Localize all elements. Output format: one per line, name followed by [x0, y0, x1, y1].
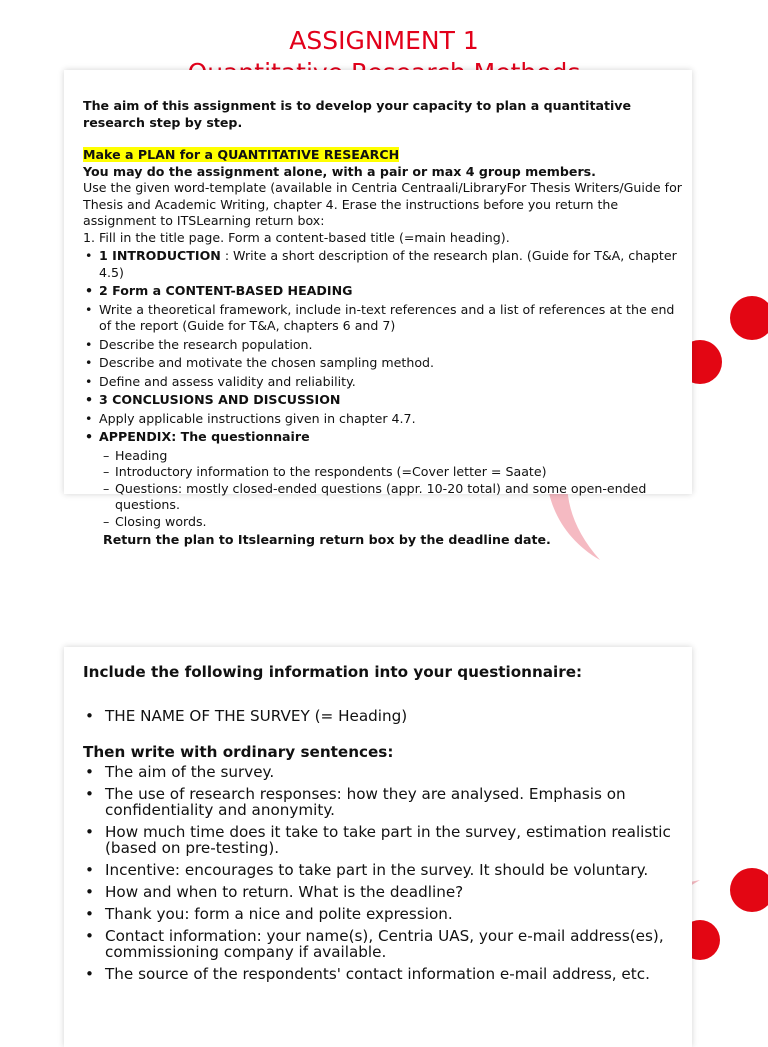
assignment-aim: The aim of this assignment is to develop your capacity to plan a quantitative research step by step.: [83, 98, 632, 130]
questionnaire-info-text: [83, 664, 683, 982]
list-item-sampling: • Describe and motivate the chosen sampling method.: [83, 355, 683, 372]
list-item-framework: • Write a theoretical framework, include in-text references and a list of references at the end of the report (Guide for T&A, chapters 6 and 7): [83, 302, 683, 335]
sub-item-closing: – Closing words.: [83, 514, 683, 531]
list-item: • How and when to return. What is the deadline?: [83, 884, 683, 900]
list-item: • Contact information: your name(s), Centria UAS, your e-mail address(es), commissioning company if available.: [83, 928, 683, 960]
assignment-title: ASSIGNMENT 1: [289, 26, 479, 55]
ordinary-sentences-heading: Then write with ordinary sentences:: [83, 743, 394, 761]
sub-item-questions: – Questions: mostly closed-ended questions (appr. 10-20 total) and some open-ended questions.: [83, 481, 683, 514]
step-title-page: 1. Fill in the title page. Form a content-based title (=main heading).: [83, 229, 510, 245]
list-item-conclusions: • 3 CONCLUSIONS AND DISCUSSION: [83, 392, 683, 409]
group-note: You may do the assignment alone, with a pair or max 4 group members.: [83, 163, 596, 179]
survey-name-item: • THE NAME OF THE SURVEY (= Heading): [83, 708, 683, 724]
list-item-population: • Describe the research population.: [83, 337, 683, 354]
list-item-validity: • Define and assess validity and reliability.: [83, 374, 683, 391]
sub-item-heading: – Heading: [83, 448, 683, 465]
list-item-appendix: • APPENDIX: The questionnaire: [83, 429, 683, 446]
list-item-apply: • Apply applicable instructions given in chapter 4.7.: [83, 411, 683, 428]
list-item: • The source of the respondents' contact information e-mail address, etc.: [83, 966, 683, 982]
plan-highlight: Make a PLAN for a QUANTITATIVE RESEARCH: [83, 147, 400, 162]
list-item: • The use of research responses: how they are analysed. Emphasis on confidentiality and anonymity.: [83, 786, 683, 818]
return-note: Return the plan to Itslearning return box by the deadline date.: [103, 532, 551, 547]
assignment-instructions-text: [83, 98, 683, 549]
questionnaire-heading: Include the following information into your questionnaire:: [83, 663, 583, 681]
list-item: • Incentive: encourages to take part in the survey. It should be voluntary.: [83, 862, 683, 878]
list-item: • Thank you: form a nice and polite expression.: [83, 906, 683, 922]
list-item-content-heading: • 2 Form a CONTENT-BASED HEADING: [83, 283, 683, 300]
list-item-introduction: • 1 INTRODUCTION : Write a short description of the research plan. (Guide for T&A, chapter 4.5): [83, 248, 683, 281]
sub-item-intro: – Introductory information to the respondents (=Cover letter = Saate): [83, 464, 683, 481]
template-note: Use the given word-template (available in Centria Centraali/LibraryFor Thesis Writers/Guide for Thesis and Academic Writing, chapter 4. Erase the instructions before you return the assignment to ITSLearning return box:: [83, 180, 682, 228]
list-item: • How much time does it take to take part in the survey, estimation realistic (based on pre-testing).: [83, 824, 683, 856]
list-item: • The aim of the survey.: [83, 764, 683, 780]
